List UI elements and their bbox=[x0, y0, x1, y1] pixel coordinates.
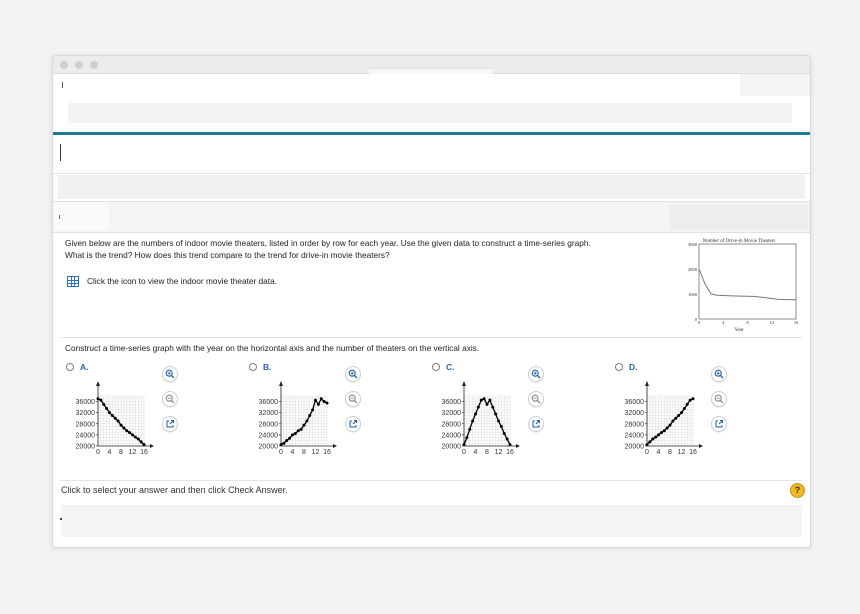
option-letter: C. bbox=[446, 362, 455, 372]
data-point bbox=[657, 433, 660, 436]
y-tick-label: 24000 bbox=[75, 432, 95, 440]
footer-instruction: Click to select your answer and then click Check Answer. bbox=[61, 485, 288, 495]
option-b[interactable] bbox=[249, 361, 379, 521]
data-point bbox=[654, 436, 657, 439]
data-point bbox=[509, 443, 512, 446]
y-tick-label: 28000 bbox=[624, 421, 644, 429]
data-point bbox=[108, 411, 111, 414]
y-tick-label: 32000 bbox=[75, 410, 95, 418]
data-point bbox=[671, 420, 674, 423]
data-point bbox=[683, 407, 686, 410]
data-point bbox=[686, 403, 689, 406]
option-radio[interactable] bbox=[249, 363, 257, 371]
data-point bbox=[503, 432, 506, 435]
option-chart bbox=[249, 376, 349, 464]
data-point bbox=[320, 397, 323, 400]
data-link-text: Click the icon to view the indoor movie theater data. bbox=[87, 276, 278, 286]
zoom-out-button[interactable] bbox=[345, 391, 361, 407]
zoom-in-button[interactable] bbox=[345, 366, 361, 382]
ref-y-tick-label: 3000 bbox=[688, 241, 697, 247]
option-chart bbox=[66, 376, 166, 464]
x-tick-label: 0 bbox=[96, 449, 100, 456]
data-point bbox=[291, 433, 294, 436]
y-tick-label: 24000 bbox=[624, 432, 644, 440]
answer-marker bbox=[60, 518, 62, 520]
x-tick-label: 12 bbox=[311, 449, 320, 456]
window-close-dot[interactable] bbox=[60, 61, 68, 69]
data-point bbox=[128, 431, 131, 434]
ref-y-tick-label: 0 bbox=[694, 316, 697, 322]
title-bar bbox=[53, 56, 810, 74]
option-radio[interactable] bbox=[615, 363, 623, 371]
data-point bbox=[480, 399, 483, 402]
ref-y-tick-label: 1000 bbox=[688, 291, 697, 297]
data-point bbox=[500, 425, 503, 428]
option-letter: D. bbox=[629, 362, 638, 372]
y-axis-arrow bbox=[462, 381, 466, 386]
x-tick-label: 4 bbox=[473, 449, 478, 456]
y-tick-label: 28000 bbox=[258, 421, 278, 429]
zoom-out-icon bbox=[531, 394, 541, 404]
data-point bbox=[692, 397, 695, 400]
zoom-out-button[interactable] bbox=[711, 391, 727, 407]
data-point bbox=[303, 424, 306, 427]
y-tick-label: 28000 bbox=[75, 421, 95, 429]
data-point bbox=[285, 439, 288, 442]
ref-x-tick-label: 0 bbox=[697, 320, 701, 325]
y-tick-label: 32000 bbox=[624, 410, 644, 418]
answer-area bbox=[61, 505, 802, 537]
x-tick-label: 16 bbox=[140, 449, 148, 456]
data-point bbox=[134, 436, 137, 439]
popout-icon bbox=[714, 419, 724, 429]
data-point bbox=[465, 436, 468, 439]
data-point bbox=[666, 426, 669, 429]
y-tick-label: 24000 bbox=[258, 432, 278, 440]
data-point bbox=[122, 426, 125, 429]
ref-series-line bbox=[699, 269, 796, 300]
data-point bbox=[506, 438, 509, 441]
ref-x-tick-label: 4 bbox=[722, 320, 725, 325]
x-tick-label: 4 bbox=[107, 449, 112, 456]
x-tick-label: 4 bbox=[656, 449, 661, 456]
x-tick-label: 12 bbox=[494, 449, 503, 456]
y-tick-label: 20000 bbox=[258, 443, 278, 451]
x-tick-label: 8 bbox=[668, 449, 672, 456]
data-point bbox=[674, 417, 677, 420]
data-point bbox=[117, 420, 120, 423]
question-header-left bbox=[53, 202, 109, 230]
x-axis-arrow bbox=[333, 444, 337, 448]
ref-x-tick-label: 8 bbox=[746, 320, 749, 325]
x-tick-label: 8 bbox=[119, 449, 123, 456]
menu-marker bbox=[62, 82, 63, 88]
x-axis-arrow bbox=[699, 444, 703, 448]
x-tick-label: 16 bbox=[323, 449, 331, 456]
data-point bbox=[646, 443, 649, 446]
ref-y-tick-label: 2000 bbox=[688, 266, 697, 272]
data-point bbox=[294, 432, 297, 435]
ref-y-ticks bbox=[688, 242, 698, 322]
ref-chart-title: Number of Drive-in Movie Theaters bbox=[702, 239, 776, 244]
window-maximize-dot[interactable] bbox=[90, 61, 98, 69]
data-point bbox=[111, 414, 114, 417]
table-grid-icon[interactable] bbox=[67, 276, 79, 287]
data-point bbox=[288, 437, 291, 440]
y-tick-label: 28000 bbox=[441, 421, 461, 429]
data-point bbox=[140, 440, 143, 443]
data-point bbox=[471, 420, 474, 423]
footer-divider bbox=[61, 480, 802, 481]
help-button[interactable]: ? bbox=[790, 483, 805, 498]
popout-icon bbox=[348, 419, 358, 429]
toolbar-strip bbox=[68, 103, 792, 123]
data-point bbox=[137, 438, 140, 441]
question-text: Given below are the numbers of indoor movie theaters, listed in order by row for each year. Use the given data to construct a time-series graph. What is the trend? How does this trend compare to the trend for drive-in movie theaters? bbox=[65, 238, 591, 260]
data-point bbox=[297, 429, 300, 432]
zoom-in-button[interactable] bbox=[711, 366, 727, 382]
data-point bbox=[660, 431, 663, 434]
y-axis-arrow bbox=[645, 381, 649, 386]
popout-icon bbox=[531, 419, 541, 429]
option-c[interactable] bbox=[432, 361, 562, 521]
data-point bbox=[497, 420, 500, 423]
y-axis-arrow bbox=[96, 381, 100, 386]
window-minimize-dot[interactable] bbox=[75, 61, 83, 69]
option-letter: B. bbox=[263, 362, 272, 372]
data-point bbox=[677, 414, 680, 417]
popout-icon bbox=[165, 419, 175, 429]
data-point bbox=[308, 414, 311, 417]
option-chart bbox=[432, 376, 532, 464]
option-radio[interactable] bbox=[432, 363, 440, 371]
data-point bbox=[97, 397, 100, 400]
data-point bbox=[311, 408, 314, 411]
data-point bbox=[486, 403, 489, 406]
ref-x-label: Year bbox=[734, 328, 744, 333]
zoom-out-icon bbox=[714, 394, 724, 404]
browser-window bbox=[52, 55, 811, 548]
zoom-in-button[interactable] bbox=[162, 366, 178, 382]
top-bar-right bbox=[740, 74, 810, 96]
option-grid bbox=[281, 396, 327, 446]
x-axis-arrow bbox=[150, 444, 154, 448]
option-a[interactable] bbox=[66, 361, 196, 521]
instruction-text: Construct a time-series graph with the year on the horizontal axis and the number of theaters on the vertical axis. bbox=[65, 343, 480, 353]
top-bar bbox=[53, 74, 810, 96]
data-point bbox=[323, 400, 326, 403]
data-point bbox=[282, 442, 285, 445]
data-point bbox=[648, 440, 651, 443]
zoom-out-button[interactable] bbox=[528, 391, 544, 407]
data-point bbox=[474, 413, 477, 416]
popout-button[interactable] bbox=[711, 416, 727, 432]
data-point bbox=[680, 411, 683, 414]
y-tick-label: 20000 bbox=[624, 443, 644, 451]
zoom-out-icon bbox=[165, 394, 175, 404]
data-point bbox=[105, 407, 108, 410]
data-point bbox=[488, 399, 491, 402]
data-point bbox=[317, 403, 320, 406]
option-radio[interactable] bbox=[66, 363, 74, 371]
y-tick-label: 32000 bbox=[258, 410, 278, 418]
data-point bbox=[125, 429, 128, 432]
data-point bbox=[143, 443, 146, 446]
x-tick-label: 16 bbox=[506, 449, 514, 456]
header-marker bbox=[59, 215, 60, 219]
y-tick-label: 24000 bbox=[441, 432, 461, 440]
data-point bbox=[491, 406, 494, 409]
x-tick-label: 8 bbox=[302, 449, 306, 456]
ref-x-tick-label: 16 bbox=[793, 320, 799, 325]
x-tick-label: 16 bbox=[689, 449, 697, 456]
drive-in-reference-chart bbox=[672, 233, 802, 333]
popout-button[interactable] bbox=[528, 416, 544, 432]
zoom-in-icon bbox=[714, 369, 724, 379]
data-point bbox=[477, 406, 480, 409]
y-tick-label: 36000 bbox=[441, 399, 461, 407]
data-point bbox=[483, 397, 486, 400]
y-tick-label: 36000 bbox=[75, 399, 95, 407]
y-tick-label: 20000 bbox=[441, 443, 461, 451]
zoom-out-icon bbox=[348, 394, 358, 404]
text-cursor bbox=[60, 144, 61, 161]
info-strip bbox=[58, 175, 805, 199]
zoom-out-button[interactable] bbox=[162, 391, 178, 407]
option-d[interactable] bbox=[615, 361, 745, 521]
data-point bbox=[663, 429, 666, 432]
zoom-in-icon bbox=[348, 369, 358, 379]
data-point bbox=[326, 401, 329, 404]
question-header-row bbox=[53, 201, 810, 233]
ref-plot-frame bbox=[699, 244, 796, 319]
y-tick-label: 36000 bbox=[258, 399, 278, 407]
data-point bbox=[114, 417, 117, 420]
data-point bbox=[494, 413, 497, 416]
zoom-in-icon bbox=[531, 369, 541, 379]
data-point bbox=[131, 433, 134, 436]
data-point bbox=[669, 424, 672, 427]
x-tick-label: 0 bbox=[645, 449, 649, 456]
data-point bbox=[305, 420, 308, 423]
x-tick-label: 0 bbox=[279, 449, 283, 456]
section-divider bbox=[61, 337, 802, 338]
data-point bbox=[463, 443, 466, 446]
ref-x-tick-label: 12 bbox=[769, 320, 774, 325]
x-tick-label: 4 bbox=[290, 449, 295, 456]
x-tick-label: 12 bbox=[677, 449, 686, 456]
y-tick-label: 36000 bbox=[624, 399, 644, 407]
y-tick-label: 32000 bbox=[441, 410, 461, 418]
x-tick-label: 8 bbox=[485, 449, 489, 456]
data-point bbox=[102, 403, 105, 406]
data-point bbox=[120, 424, 123, 427]
zoom-in-icon bbox=[165, 369, 175, 379]
data-point bbox=[689, 399, 692, 402]
x-axis-arrow bbox=[516, 444, 520, 448]
data-point bbox=[300, 428, 303, 431]
popout-button[interactable] bbox=[345, 416, 361, 432]
option-letter: A. bbox=[80, 362, 89, 372]
data-point bbox=[468, 428, 471, 431]
x-tick-label: 0 bbox=[462, 449, 466, 456]
zoom-in-button[interactable] bbox=[528, 366, 544, 382]
data-point bbox=[99, 399, 102, 402]
data-point bbox=[280, 443, 283, 446]
text-input-area[interactable] bbox=[53, 135, 810, 174]
y-tick-label: 20000 bbox=[75, 443, 95, 451]
ref-x-ticks bbox=[698, 320, 799, 325]
y-axis-arrow bbox=[279, 381, 283, 386]
question-header-right bbox=[670, 205, 810, 230]
data-point bbox=[314, 399, 317, 402]
option-chart bbox=[615, 376, 715, 464]
popout-button[interactable] bbox=[162, 416, 178, 432]
x-tick-label: 12 bbox=[128, 449, 137, 456]
data-point bbox=[651, 438, 654, 441]
